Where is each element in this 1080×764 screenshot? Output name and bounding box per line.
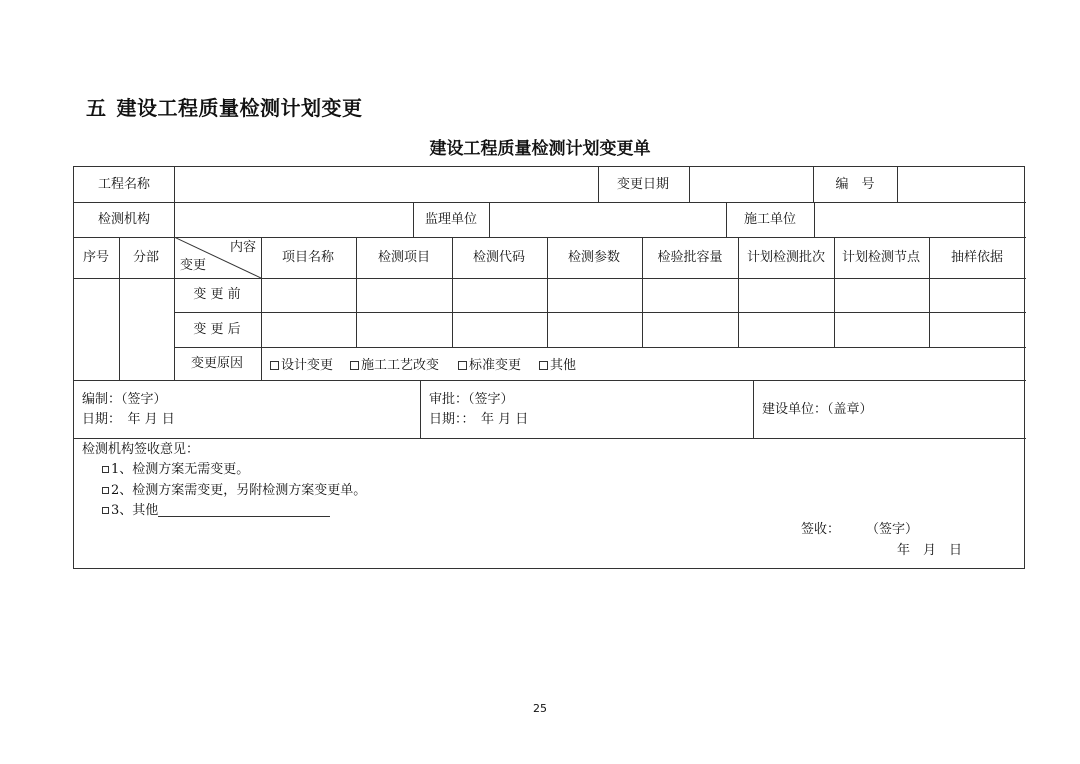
number-label: 编 号: [835, 177, 875, 192]
checkbox-icon: [102, 466, 109, 473]
part-header: 分部: [132, 250, 160, 265]
receive-signature: 签收： （签字）: [801, 522, 919, 537]
section-heading: [86, 92, 363, 121]
compile-date: 日期： 年 月 日: [82, 412, 175, 427]
form-title: 建设工程质量检测计划变更单: [429, 139, 651, 159]
checkbox-icon: [350, 361, 359, 370]
diag-content-label: 内容: [230, 240, 257, 255]
opinion-option-3[interactable]: 3、其他: [102, 503, 330, 519]
col-sampling-basis: 抽样依据: [950, 250, 1004, 265]
before-change-label: 变 更 前: [193, 287, 241, 302]
section-title-text: 建设工程质量检测计划变更: [116, 96, 363, 120]
col-test-item: 检测项目: [377, 250, 431, 265]
supervisor-label: 监理单位: [424, 212, 478, 227]
page-number: 25: [533, 702, 547, 715]
checkbox-icon: [102, 507, 109, 514]
reason-option-design[interactable]: 设计变更: [270, 358, 333, 374]
col-test-code: 检测代码: [472, 250, 526, 265]
opinion-title: 检测机构签收意见：: [82, 442, 200, 457]
checkbox-icon: [539, 361, 548, 370]
receive-date: 年 月 日: [897, 543, 963, 558]
checkbox-icon: [102, 487, 109, 494]
change-form-table: [73, 166, 1025, 569]
col-planned-nodes: 计划检测节点: [841, 250, 921, 265]
fill-in-line: [158, 503, 330, 517]
opinion-option-1[interactable]: 1、检测方案无需变更。: [102, 462, 249, 478]
reason-option-standard[interactable]: 标准变更: [458, 358, 521, 374]
reason-option-other[interactable]: 其他: [539, 358, 576, 374]
approve-date: 日期：： 年 月 日: [429, 412, 529, 427]
checkbox-icon: [458, 361, 467, 370]
change-reason-label: 变更原因: [190, 356, 244, 371]
seq-header: 序号: [82, 250, 110, 265]
diag-change-label: 变更: [180, 258, 207, 273]
compile-signature: 编制：（签字）: [82, 392, 167, 407]
col-planned-batches: 计划检测批次: [746, 250, 826, 265]
after-change-label: 变 更 后: [193, 322, 241, 337]
reason-option-process[interactable]: 施工工艺改变: [350, 358, 439, 374]
change-date-label: 变更日期: [616, 177, 670, 192]
col-project-name: 项目名称: [281, 250, 335, 265]
opinion-option-2[interactable]: 2、检测方案需变更，另附检测方案变更单。: [102, 483, 366, 499]
checkbox-icon: [270, 361, 279, 370]
section-number: 五: [86, 96, 107, 120]
approve-signature: 审批：（签字）: [429, 392, 514, 407]
agency-label: 检测机构: [97, 212, 151, 227]
col-test-param: 检测参数: [567, 250, 621, 265]
project-name-label: 工程名称: [97, 177, 151, 192]
builder-label: 施工单位: [743, 212, 797, 227]
col-batch-capacity: 检验批容量: [657, 250, 723, 265]
builder-seal: 建设单位：（盖章）: [762, 402, 873, 417]
